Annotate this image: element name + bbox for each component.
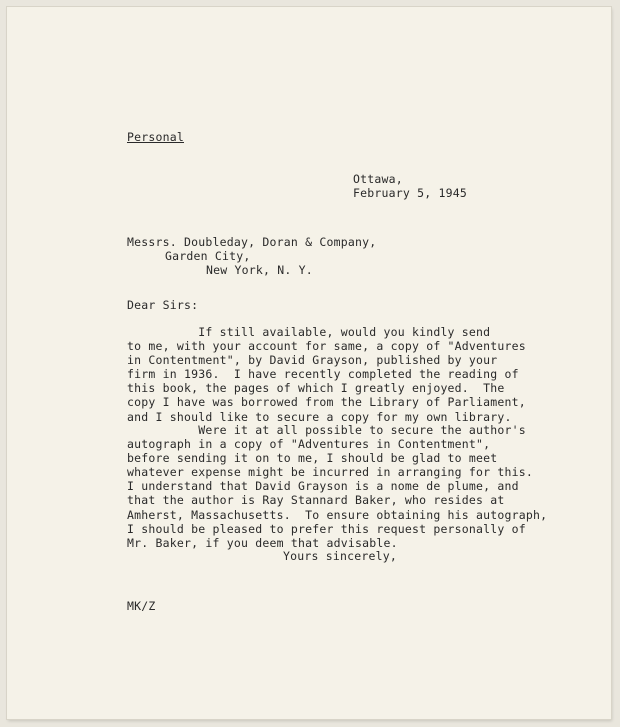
body-line: and I should like to secure a copy for my own library. — [127, 409, 512, 424]
body-line: I should be pleased to prefer this request personally of — [127, 521, 526, 536]
letter-page — [7, 7, 611, 719]
body-line: to me, with your account for same, a copy of "Adventures — [127, 339, 526, 354]
body-paragraph-1 — [127, 325, 526, 424]
body-line: Were it at all possible to secure the author's — [127, 423, 526, 437]
body-line: this book, the pages of which I greatly enjoyed. The — [127, 381, 505, 396]
personal-label: Personal — [127, 130, 184, 144]
body-line: in Contentment", by David Grayson, published by your — [127, 353, 498, 368]
body-line: autograph in a copy of "Adventures in Contentment", — [127, 437, 491, 452]
salutation: Dear Sirs: — [127, 298, 199, 312]
recipient-address-line: Garden City, — [165, 249, 251, 263]
recipient-address-line: Messrs. Doubleday, Doran & Company, — [127, 235, 377, 249]
closing: Yours sincerely, — [283, 549, 397, 563]
body-paragraph-2 — [127, 423, 547, 550]
body-line: If still available, would you kindly send — [127, 325, 491, 339]
body-line: copy I have was borrowed from the Library of Parliament, — [127, 395, 526, 410]
letter-place: Ottawa, — [353, 172, 403, 186]
letter-date: February 5, 1945 — [353, 186, 467, 200]
recipient-address-line: New York, N. Y. — [206, 263, 313, 277]
body-line: firm in 1936. I have recently completed the reading of — [127, 367, 519, 382]
body-line: whatever expense might be incurred in arranging for this. — [127, 465, 534, 480]
body-line: Mr. Baker, if you deem that advisable. — [127, 535, 398, 550]
body-line: before sending it on to me, I should be glad to meet — [127, 451, 498, 466]
body-line: I understand that David Grayson is a nome de plume, and — [127, 479, 519, 494]
typist-initials: MK/Z — [127, 599, 156, 613]
body-line: that the author is Ray Stannard Baker, who resides at — [127, 493, 505, 508]
body-line: Amherst, Massachusetts. To ensure obtaining his autograph, — [127, 507, 548, 522]
